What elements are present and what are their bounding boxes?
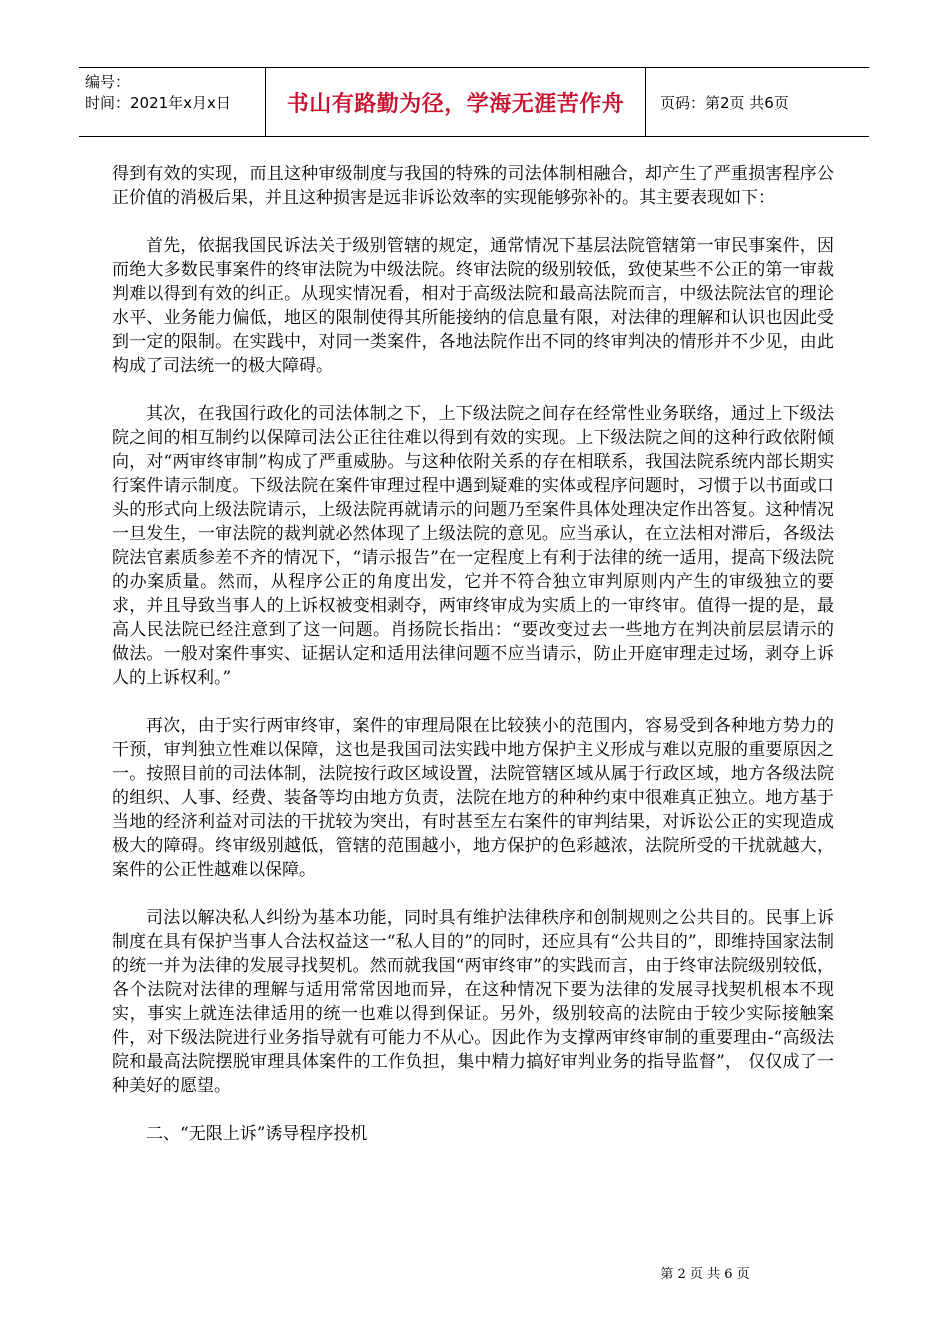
paragraph-first: 首先，依据我国民诉法关于级别管辖的规定，通常情况下基层法院管辖第一审民事案件，因而绝大多数民事案件的终审法院为中级法院。终审法院的级别较低，致使某些不公正的第一审裁判难以得到有效的纠正。从现实情况看，相对于高级法院和最高法院而言，中级法院法官的理论水平、业务能力偏低，地区的限制使得其所能接纳的信息量有限，对法律的理解和认识也因此受到一定的限制。在实践中，对同一类案件，各地法院作出不同的终审判决的情形并不少见，由此构成了司法统一的极大障碍。 xyxy=(112,236,834,376)
paragraph-continuation: 得到有效的实现，而且这种审级制度与我国的特殊的司法体制相融合，却产生了严重损害程序公正价值的消极后果，并且这种损害是远非诉讼效率的实现能够弥补的。其主要表现如下： xyxy=(112,164,834,208)
page-header xyxy=(79,67,869,137)
header-page-info: 页码：第2页 共6页 xyxy=(660,93,789,112)
header-motto: 书山有路勤为径，学海无涯苦作舟 xyxy=(266,68,646,136)
footer-page-number: 第 2 页 共 6 页 xyxy=(660,1267,750,1282)
doc-number-label: 编号： xyxy=(85,73,131,91)
document-body xyxy=(112,162,834,1170)
paragraph-fourth: 司法以解决私人纠纷为基本功能，同时具有维护法律秩序和创制规则之公共目的。民事上诉制度在具有保护当事人合法权益这一“私人目的”的同时，还应具有“公共目的”，即维持国家法制的统一并为法律的发展寻找契机。然而就我国“两审终审”的实践而言，由于终审法院级别较低，各个法院对法律的理解与适用常常因地而异，在这种情况下要为法律的发展寻找契机根本不现实，事实上就连法律适用的统一也难以得到保证。另外，级别较高的法院由于较少实际接触案件，对下级法院进行业务指导就有可能力不从心。因此作为支撑两审终审制的重要理由-“高级法院和最高法院摆脱审理具体案件的工作负担，集中精力搞好审判业务的指导监督”， 仅仅成了一种美好的愿望。 xyxy=(112,908,834,1096)
section-heading: 二、“无限上诉”诱导程序投机 xyxy=(146,1124,368,1144)
paragraph-third: 再次，由于实行两审终审，案件的审理局限在比较狭小的范围内，容易受到各种地方势力的干预，审判独立性难以保障，这也是我国司法实践中地方保护主义形成与难以克服的重要原因之一。按照目前的司法体制，法院按行政区域设置，法院管辖区域从属于行政区域，地方各级法院的组织、人事、经费、装备等均由地方负责，法院在地方的种种约束中很难真正独立。地方基于当地的经济利益对司法的干扰较为突出，有时甚至左右案件的审判结果，对诉讼公正的实现造成极大的障碍。终审级别越低，管辖的范围越小，地方保护的色彩越浓，法院所受的干扰就越大，案件的公正性越难以保障。 xyxy=(112,716,834,880)
doc-time-label: 时间：2021年x月x日 xyxy=(85,94,231,112)
page-footer xyxy=(0,1263,950,1282)
header-meta xyxy=(79,68,266,136)
paragraph-second: 其次，在我国行政化的司法体制之下，上下级法院之间存在经常性业务联络，通过上下级法院之间的相互制约以保障司法公正往往难以得到有效的实现。上下级法院之间的这种行政依附倾向，对“两审终审制”构成了严重威胁。与这种依附关系的存在相联系，我国法院系统内部长期实行案件请示制度。下级法院在案件审理过程中遇到疑难的实体或程序问题时，习惯于以书面或口头的形式向上级法院请示，上级法院再就请示的问题乃至案件具体处理决定作出答复。这种情况一旦发生，一审法院的裁判就必然体现了上级法院的意见。应当承认，在立法相对滞后，各级法院法官素质参差不齐的情况下，“请示报告”在一定程度上有利于法律的统一适用，提高下级法院的办案质量。然而，从程序公正的角度出发，它并不符合独立审判原则内产生的审级独立的要求，并且导致当事人的上诉权被变相剥夺，两审终审成为实质上的一审终审。值得一提的是，最高人民法院已经注意到了这一问题。肖扬院长指出：“要改变过去一些地方在判决前层层请示的做法。一般对案件事实、证据认定和适用法律问题不应当请示，防止开庭审理走过场，剥夺上诉人的上诉权利。” xyxy=(112,404,834,688)
